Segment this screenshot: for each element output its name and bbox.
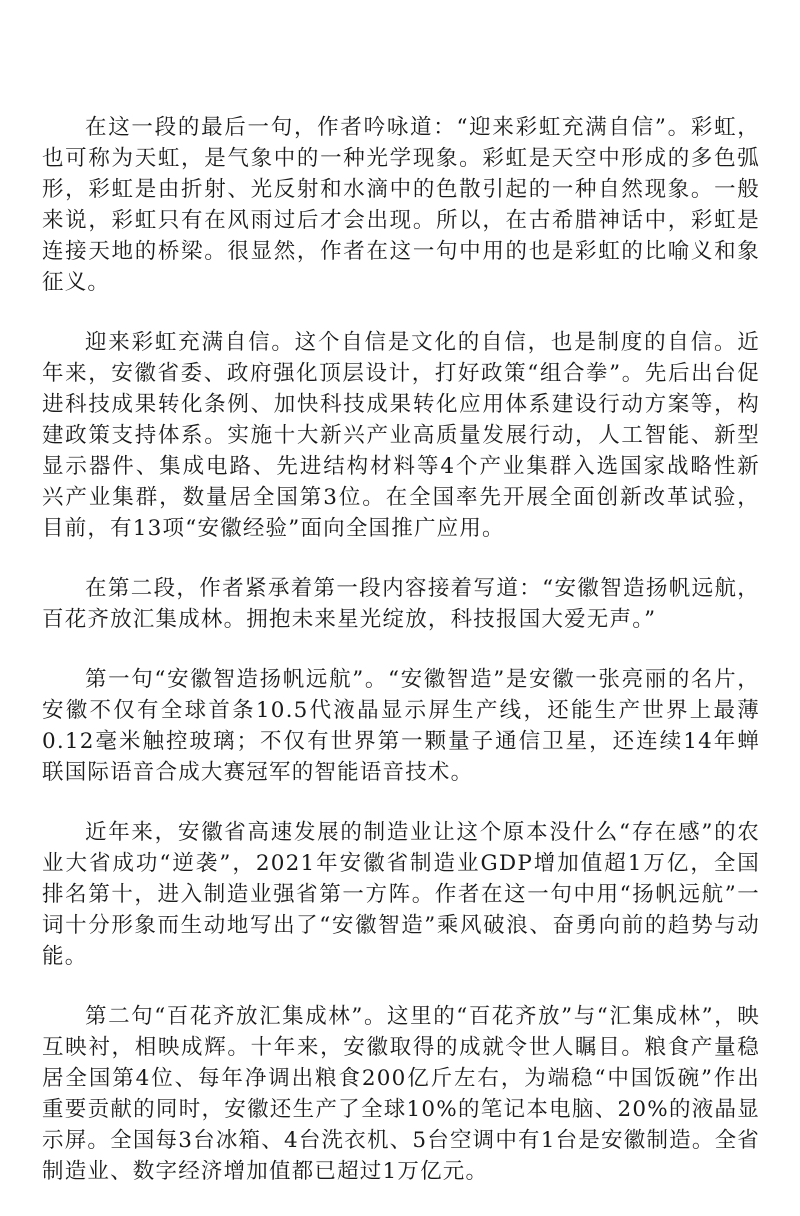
paragraph-achievements: 第二句“百花齐放汇集成林”。这里的“百花齐放”与“汇集成林”，映互映衬，相映成辉。十年来，安徽取得的成就令世人瞩目。粮食产量稳居全国第4位、每年净调出粮食200亿斤左右，为端稳“中国饭碗”作出重要贡献的同时，安徽还生产了全球10%的笔记本电脑、20%的液晶显示屏。全国每3台冰箱、4台洗衣机、5台空调中有1台是安徽制造。全省制造业、数字经济增加值都已超过1万亿元。 [42,1004,760,1184]
paragraph-confidence: 迎来彩虹充满自信。这个自信是文化的自信，也是制度的自信。近年来，安徽省委、政府强化顶层设计，打好政策“组合拳”。先后出台促进科技成果转化条例、加快科技成果转化应用体系建设行动方案等，构建政策支持体系。实施十大新兴产业高质量发展行动，人工智能、新型显示器件、集成电路、先进结构材料等4个产业集群入选国家战略性新兴产业集群，数量居全国第3位。在全国率先开展全面创新改革试验，目前，有13项“安徽经验”面向全国推广应用。 [42,330,760,541]
paragraph-anhui-manufacturing: 第一句“安徽智造扬帆远航”。“安徽智造”是安徽一张亮丽的名片，安徽不仅有全球首条10.5代液晶显示屏生产线，还能生产世界上最薄0.12毫米触控玻璃；不仅有世界第一颗量子通信卫星，还连续14年蝉联国际语音合成大赛冠军的智能语音技术。 [42,667,760,785]
paragraph-industry-growth: 近年来，安徽省高速发展的制造业让这个原本没什么“存在感”的农业大省成功“逆袭”，2021年安徽省制造业GDP增加值超1万亿，全国排名第十，进入制造业强省第一方阵。作者在这一句中用“扬帆远航”一词十分形象而生动地写出了“安徽智造”乘风破浪、奋勇向前的趋势与动能。 [42,820,760,969]
article-body [42,112,760,1216]
paragraph-second-section: 在第二段，作者紧承着第一段内容接着写道：“安徽智造扬帆远航，百花齐放汇集成林。拥抱未来星光绽放，科技报国大爱无声。” [42,576,760,632]
paragraph-rainbow-intro: 在这一段的最后一句，作者吟咏道：“迎来彩虹充满自信”。彩虹，也可称为天虹，是气象中的一种光学现象。彩虹是天空中形成的多色弧形，彩虹是由折射、光反射和水滴中的色散引起的一种自然现象。一般来说，彩虹只有在风雨过后才会出现。所以，在古希腊神话中，彩虹是连接天地的桥梁。很显然，作者在这一句中用的也是彩虹的比喻义和象征义。 [42,115,760,295]
